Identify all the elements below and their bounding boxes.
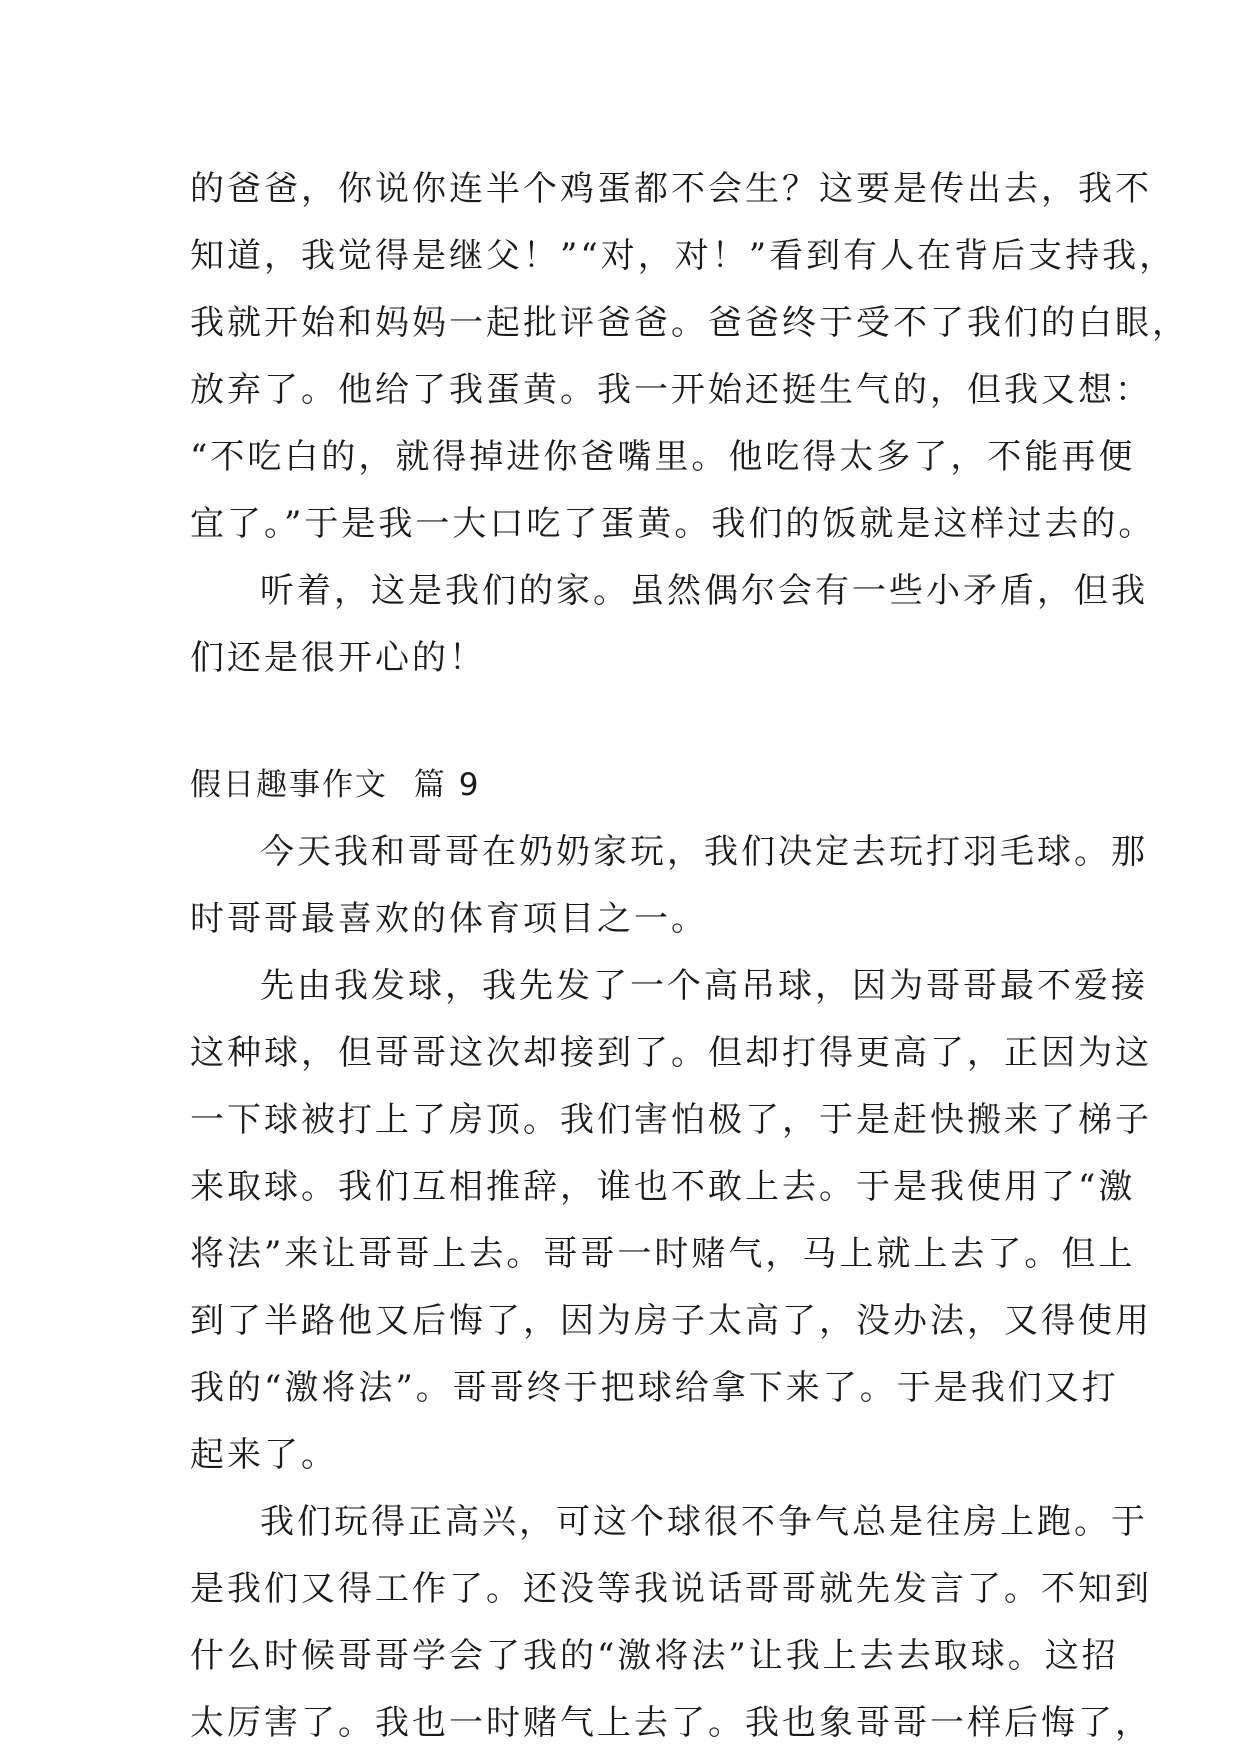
text-line: 今天我和哥哥在奶奶家玩，我们决定去玩打羽毛球。那 [260,832,1148,872]
text-line: 我就开始和妈妈一起批评爸爸。爸爸终于受不了我们的白眼， [190,303,1189,343]
text-line: 的爸爸，你说你连半个鸡蛋都不会生？这要是传出去，我不 [190,169,1152,209]
paragraph [190,156,1189,558]
section-heading [190,752,1090,819]
text-line: 将法”来让哥哥上去。哥哥一时赌气，马上就上去了。但上 [190,1234,1136,1274]
section-title: 假日趣事作文 [190,767,388,803]
text-line: 我的“激将法”。哥哥终于把球给拿下来了。于是我们又打 [190,1368,1119,1408]
text-line: 起来了。 [190,1435,338,1475]
text-line: 们还是很开心的！ [190,638,486,678]
text-line: 一下球被打上了房顶。我们害怕极了，于是赶快搬来了梯子 [190,1100,1152,1140]
text-line: 什么时候哥哥学会了我的“激将法”让我上去去取球。这招 [190,1636,1119,1676]
text-line: 来取球。我们互相推辞，谁也不敢上去。于是我使用了“激 [190,1167,1136,1207]
text-line: 我们玩得正高兴，可这个球很不争气总是往房上跑。于 [260,1502,1148,1542]
paragraph [190,558,1148,692]
paragraph [190,819,1148,953]
text-line: 到了半路他又后悔了，因为房子太高了，没办法，又得使用 [190,1301,1152,1341]
text-line: “不吃白的，就得掉进你爸嘴里。他吃得太多了，不能再便 [190,437,1136,477]
text-line: 听着，这是我们的家。虽然偶尔会有一些小矛盾，但我 [260,571,1148,611]
text-line: 时哥哥最喜欢的体育项目之一。 [190,899,708,939]
section-number: 篇 9 [413,767,481,803]
paragraph [190,953,1152,1489]
text-line: 知道，我觉得是继父！”“对，对！”看到有人在背后支持我， [190,236,1177,276]
text-line: 是我们又得工作了。还没等我说话哥哥就先发言了。不知到 [190,1569,1152,1609]
text-line: 先由我发球，我先发了一个高吊球，因为哥哥最不爱接 [260,966,1148,1006]
section-spacer [190,692,1090,752]
text-line: 太厉害了。我也一时赌气上去了。我也象哥哥一样后悔了， [190,1703,1152,1743]
text-line: 这种球，但哥哥这次却接到了。但却打得更高了，正因为这 [190,1033,1152,1073]
text-line: 放弃了。他给了我蛋黄。我一开始还挺生气的，但我又想： [190,370,1152,410]
paragraph [190,1489,1152,1757]
text-line: 宜了。”于是我一大口吃了蛋黄。我们的饭就是这样过去的。 [190,504,1156,544]
document-body [190,156,1189,1757]
